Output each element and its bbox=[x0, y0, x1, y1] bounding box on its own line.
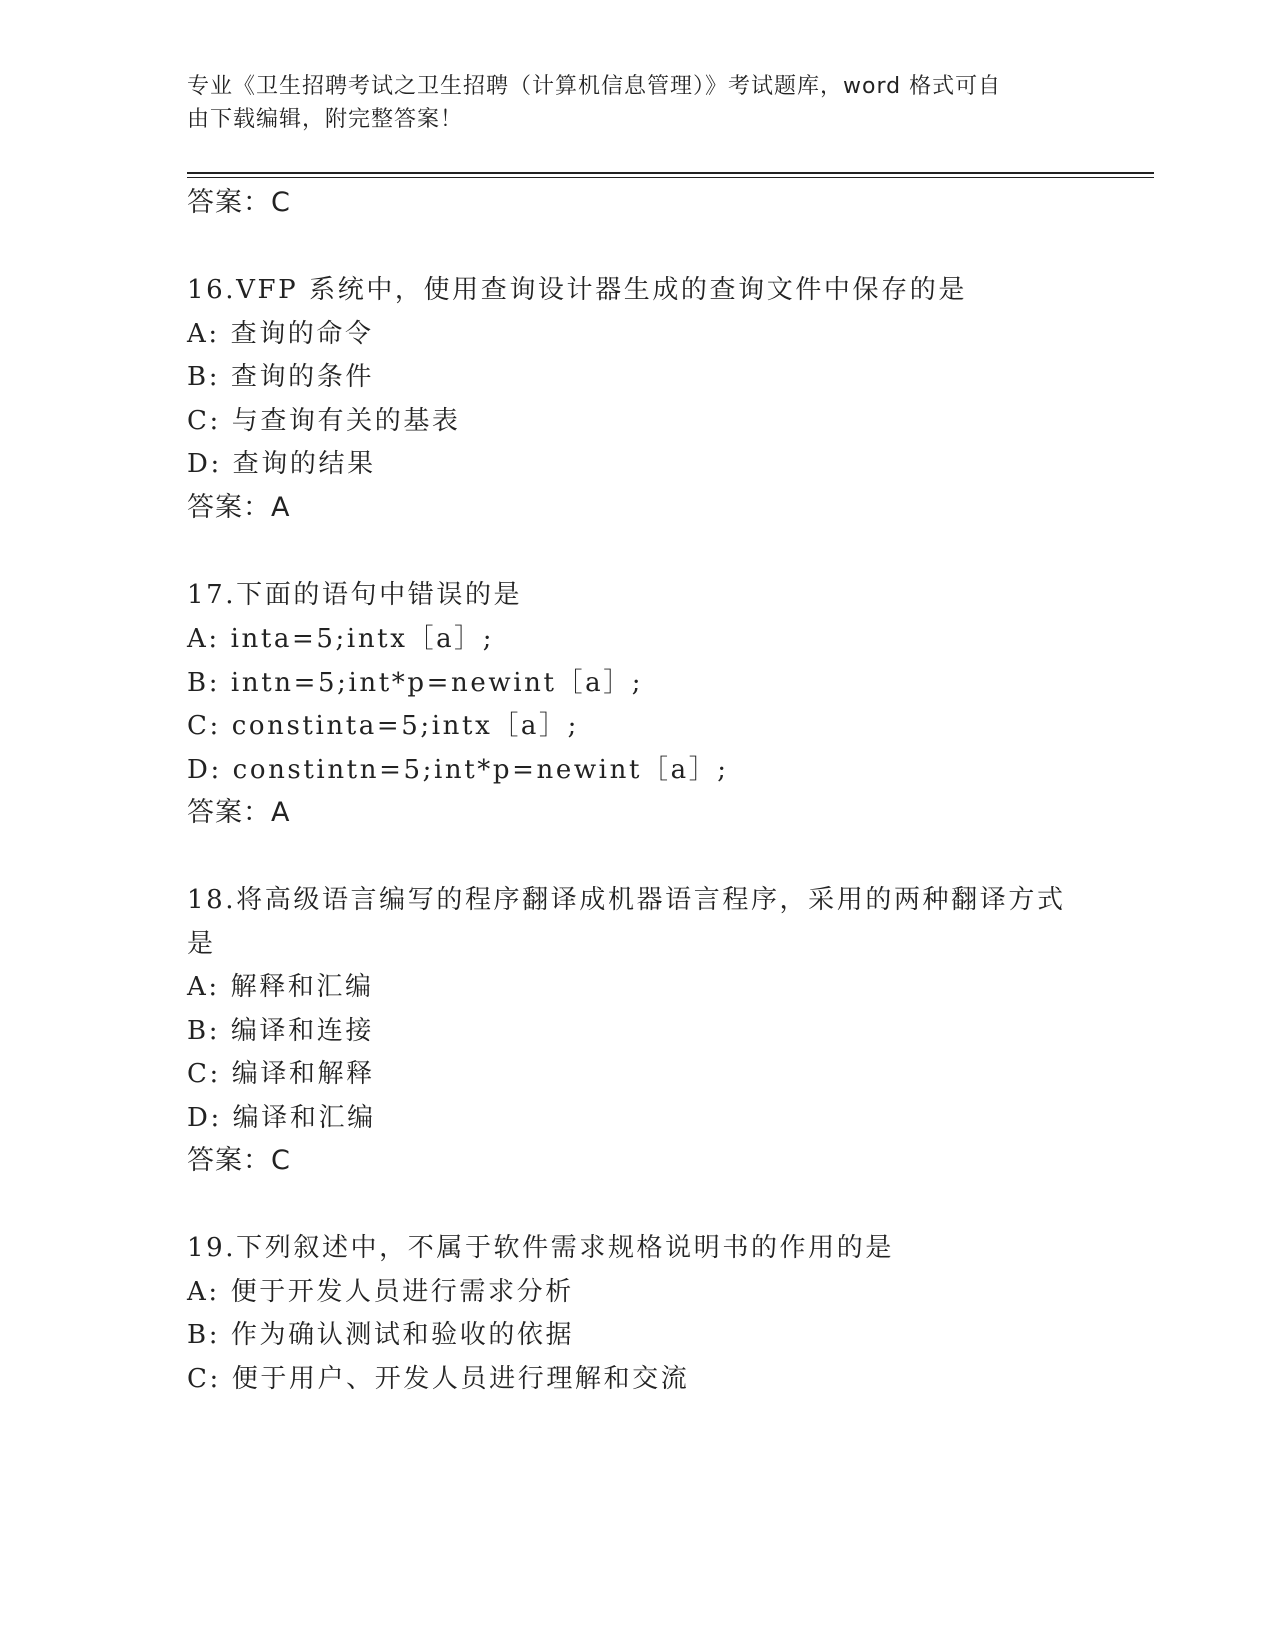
question-17-option-d: D: constintn=5;int*p=newint［a］; bbox=[187, 755, 729, 785]
answer-15: 答案：C bbox=[187, 187, 291, 218]
header-text-line-1: 专业《卫生招聘考试之卫生招聘（计算机信息管理）》考试题库，word 格式可自 bbox=[187, 74, 1002, 99]
question-17-option-c: C: constinta=5;intx［a］; bbox=[187, 711, 579, 741]
question-18-option-a: A: 解释和汇编 bbox=[187, 972, 374, 1002]
question-17-option-a: A: inta=5;intx［a］; bbox=[187, 624, 495, 654]
question-19-option-c: C: 便于用户、开发人员进行理解和交流 bbox=[187, 1364, 690, 1394]
question-18-option-b: B: 编译和连接 bbox=[187, 1016, 374, 1046]
question-18-option-d: D: 编译和汇编 bbox=[187, 1103, 376, 1133]
question-18-option-c: C: 编译和解释 bbox=[187, 1059, 375, 1089]
question-19-stem: 19.下列叙述中，不属于软件需求规格说明书的作用的是 bbox=[187, 1233, 894, 1263]
question-19-option-a: A: 便于开发人员进行需求分析 bbox=[187, 1277, 574, 1307]
answer-18: 答案：C bbox=[187, 1145, 291, 1176]
question-19-option-b: B: 作为确认测试和验收的依据 bbox=[187, 1320, 575, 1350]
question-17-option-b: B: intn=5;int*p=newint［a］; bbox=[187, 668, 644, 698]
answer-16: 答案：A bbox=[187, 492, 291, 523]
question-16-option-c: C: 与查询有关的基表 bbox=[187, 406, 461, 436]
question-16-option-a: A: 查询的命令 bbox=[187, 319, 374, 349]
question-18-stem-line-2: 是 bbox=[187, 929, 216, 959]
question-18-stem-line-1: 18.将高级语言编写的程序翻译成机器语言程序，采用的两种翻译方式 bbox=[187, 885, 1066, 915]
question-16-stem: 16.VFP 系统中，使用查询设计器生成的查询文件中保存的是 bbox=[187, 275, 967, 305]
header-rule-bottom bbox=[187, 177, 1154, 178]
header-text-line-2: 由下载编辑，附完整答案！ bbox=[187, 107, 464, 132]
header-rule-top bbox=[187, 172, 1154, 174]
question-16-option-b: B: 查询的条件 bbox=[187, 362, 374, 392]
question-16-option-d: D: 查询的结果 bbox=[187, 449, 376, 479]
answer-17: 答案：A bbox=[187, 797, 291, 828]
question-17-stem: 17.下面的语句中错误的是 bbox=[187, 580, 523, 610]
